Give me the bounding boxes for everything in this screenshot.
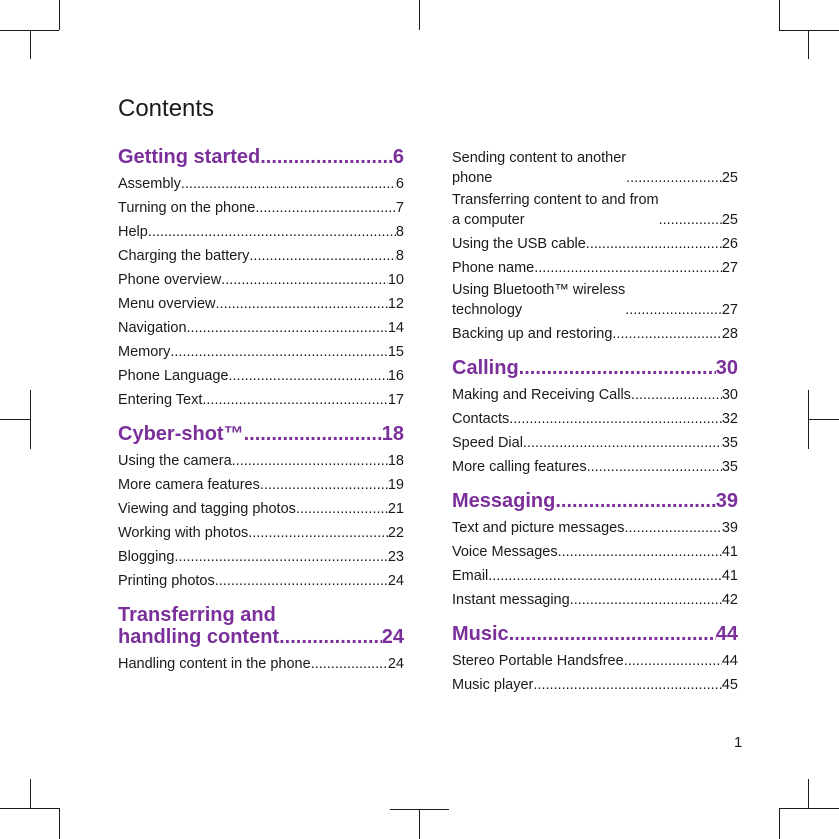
entry-title: Turning on the phone xyxy=(118,200,256,216)
toc-entry xyxy=(452,148,738,188)
dot-leader xyxy=(659,210,722,230)
crop-mark xyxy=(30,30,31,59)
toc-entry xyxy=(118,473,404,497)
dot-leader xyxy=(181,172,396,196)
dot-leader xyxy=(255,196,396,220)
section-title: Cyber-shot™ xyxy=(118,423,244,445)
page-ref: 8 xyxy=(395,224,404,240)
entry-title: Instant messaging xyxy=(452,592,570,608)
page-ref: 32 xyxy=(721,411,738,427)
page-ref: 8 xyxy=(395,248,404,264)
entry-title: Memory xyxy=(118,344,171,360)
dot-leader xyxy=(221,268,388,292)
section-title: Music xyxy=(452,623,509,645)
toc-entry xyxy=(118,196,404,220)
page-ref: 17 xyxy=(387,392,404,408)
crop-mark xyxy=(779,808,839,809)
entry-title: Sending content to another phone xyxy=(452,150,627,186)
dot-leader xyxy=(587,455,722,479)
entry-title: Music player xyxy=(452,677,534,693)
page-ref: 39 xyxy=(721,520,738,536)
page-ref: 6 xyxy=(395,176,404,192)
toc-entry xyxy=(118,292,404,316)
entry-title: Phone overview xyxy=(118,272,222,288)
page-ref: 45 xyxy=(721,677,738,693)
entry-title: Text and picture messages xyxy=(452,520,625,536)
crop-mark xyxy=(59,808,60,839)
page-ref: 30 xyxy=(721,387,738,403)
dot-leader xyxy=(519,357,716,379)
dot-leader xyxy=(232,449,388,473)
page-ref: 22 xyxy=(387,525,404,541)
toc-section-heading xyxy=(452,490,738,512)
dot-leader xyxy=(215,569,388,593)
page-ref: 25 xyxy=(721,212,738,228)
page-ref: 24 xyxy=(381,626,404,648)
dot-leader xyxy=(533,673,721,697)
page-number: 1 xyxy=(734,734,743,751)
crop-mark xyxy=(808,779,809,809)
entry-title: Phone name xyxy=(452,260,535,276)
entry-title: Speed Dial xyxy=(452,435,523,451)
toc-entry xyxy=(118,244,404,268)
entry-title: Phone Language xyxy=(118,368,229,384)
toc-section-heading xyxy=(118,146,404,168)
page-ref: 41 xyxy=(721,568,738,584)
page-ref: 26 xyxy=(721,236,738,252)
dot-leader xyxy=(228,364,387,388)
dot-leader xyxy=(311,652,388,676)
toc-entry xyxy=(452,588,738,612)
toc-entry xyxy=(118,340,404,364)
toc-entry xyxy=(452,540,738,564)
entry-title: Handling content in the phone xyxy=(118,656,311,672)
entry-title: Menu overview xyxy=(118,296,216,312)
entry-title: More camera features xyxy=(118,477,260,493)
page-ref: 42 xyxy=(721,592,738,608)
toc-entry xyxy=(118,388,404,412)
page-ref: 14 xyxy=(387,320,404,336)
crop-mark xyxy=(30,779,31,809)
crop-mark xyxy=(808,390,809,449)
toc-entry xyxy=(118,220,404,244)
dot-leader xyxy=(509,623,716,645)
crop-mark xyxy=(809,419,839,420)
dot-leader xyxy=(296,497,388,521)
page-ref: 27 xyxy=(721,260,738,276)
toc-entry xyxy=(452,232,738,256)
dot-leader xyxy=(612,322,721,346)
page-ref: 41 xyxy=(721,544,738,560)
toc-entry xyxy=(118,652,404,676)
page-ref: 18 xyxy=(381,423,404,445)
page-ref: 21 xyxy=(387,501,404,517)
entry-title: Email xyxy=(452,568,489,584)
page-ref: 24 xyxy=(387,573,404,589)
toc-entry xyxy=(118,521,404,545)
crop-mark xyxy=(808,30,809,59)
entry-title: Making and Receiving Calls xyxy=(452,387,631,403)
page-ref: 44 xyxy=(721,653,738,669)
dot-leader xyxy=(625,300,722,320)
page-ref: 19 xyxy=(387,477,404,493)
toc-section-heading xyxy=(118,604,404,648)
entry-title: Backing up and restoring xyxy=(452,326,613,342)
crop-mark xyxy=(779,808,780,839)
toc-section-heading xyxy=(452,357,738,379)
page-ref: 35 xyxy=(721,459,738,475)
page-ref: 15 xyxy=(387,344,404,360)
dot-leader xyxy=(260,146,393,168)
entry-title: Printing photos xyxy=(118,573,215,589)
entry-title: Using Bluetooth™ wireless technology xyxy=(452,282,626,318)
page-ref: 25 xyxy=(721,170,738,186)
dot-leader xyxy=(626,168,722,188)
dot-leader xyxy=(624,649,722,673)
toc-entry xyxy=(118,364,404,388)
dot-leader xyxy=(509,407,722,431)
toc-entry xyxy=(118,449,404,473)
dot-leader xyxy=(260,473,388,497)
entry-title: Transferring content to and from a computer xyxy=(452,192,659,228)
dot-leader xyxy=(279,626,382,648)
page-ref: 35 xyxy=(721,435,738,451)
dot-leader xyxy=(216,292,388,316)
dot-leader xyxy=(624,516,721,540)
entry-title: Stereo Portable Handsfree xyxy=(452,653,624,669)
dot-leader xyxy=(558,540,722,564)
page-ref: 44 xyxy=(715,623,738,645)
dot-leader xyxy=(555,490,715,512)
toc-entry xyxy=(118,172,404,196)
crop-mark xyxy=(419,809,420,839)
dot-leader xyxy=(244,423,382,445)
crop-mark xyxy=(59,0,60,30)
toc-entry xyxy=(452,431,738,455)
entry-title: Entering Text xyxy=(118,392,203,408)
toc-section-heading xyxy=(118,423,404,445)
crop-mark xyxy=(779,0,780,30)
page-ref: 12 xyxy=(387,296,404,312)
toc-entry xyxy=(452,673,738,697)
page-ref: 16 xyxy=(387,368,404,384)
toc-entry xyxy=(452,190,738,230)
page-ref: 30 xyxy=(715,357,738,379)
entry-title: Voice Messages xyxy=(452,544,558,560)
toc-right-column xyxy=(452,148,738,697)
toc-entry xyxy=(118,497,404,521)
toc-entry xyxy=(452,455,738,479)
page-ref: 7 xyxy=(395,200,404,216)
toc-entry xyxy=(118,569,404,593)
entry-title: Assembly xyxy=(118,176,181,192)
toc-entry xyxy=(118,545,404,569)
crop-mark xyxy=(419,0,420,30)
crop-mark xyxy=(0,808,59,809)
dot-leader xyxy=(187,316,388,340)
entry-title: Blogging xyxy=(118,549,175,565)
entry-title: Contacts xyxy=(452,411,510,427)
crop-mark xyxy=(30,390,31,449)
toc-section-heading xyxy=(452,623,738,645)
page-ref: 28 xyxy=(721,326,738,342)
page-ref: 10 xyxy=(387,272,404,288)
crop-mark xyxy=(779,30,839,31)
entry-title: Navigation xyxy=(118,320,187,336)
dot-leader xyxy=(170,340,387,364)
toc-entry xyxy=(452,516,738,540)
dot-leader xyxy=(148,220,396,244)
page-ref: 18 xyxy=(387,453,404,469)
toc-left-column xyxy=(118,146,404,676)
entry-title: Using the USB cable xyxy=(452,236,586,252)
page-ref: 24 xyxy=(387,656,404,672)
dot-leader xyxy=(586,232,722,256)
entry-title: Viewing and tagging photos xyxy=(118,501,296,517)
section-title: Getting started xyxy=(118,146,261,168)
entry-title: Charging the battery xyxy=(118,248,250,264)
dot-leader xyxy=(523,431,722,455)
dot-leader xyxy=(488,564,722,588)
toc-entry xyxy=(452,407,738,431)
toc-entry xyxy=(118,268,404,292)
dot-leader xyxy=(248,521,388,545)
toc-entry xyxy=(452,383,738,407)
page-title: Contents xyxy=(118,95,215,122)
dot-leader xyxy=(631,383,722,407)
page-ref: 6 xyxy=(392,146,404,168)
toc-entry xyxy=(452,649,738,673)
entry-title: Help xyxy=(118,224,148,240)
section-title: Transferring and handling content xyxy=(118,604,280,648)
dot-leader xyxy=(570,588,722,612)
crop-mark xyxy=(0,419,30,420)
toc-entry xyxy=(452,564,738,588)
page-ref: 39 xyxy=(715,490,738,512)
toc-entry xyxy=(452,280,738,320)
page-ref: 27 xyxy=(721,302,738,318)
entry-title: Working with photos xyxy=(118,525,249,541)
toc-entry xyxy=(452,322,738,346)
section-title: Calling xyxy=(452,357,519,379)
section-title: Messaging xyxy=(452,490,556,512)
dot-leader xyxy=(249,244,396,268)
toc-entry xyxy=(118,316,404,340)
dot-leader xyxy=(534,256,722,280)
dot-leader xyxy=(202,388,387,412)
dot-leader xyxy=(174,545,387,569)
entry-title: Using the camera xyxy=(118,453,232,469)
page-ref: 23 xyxy=(387,549,404,565)
entry-title: More calling features xyxy=(452,459,587,475)
toc-entry xyxy=(452,256,738,280)
